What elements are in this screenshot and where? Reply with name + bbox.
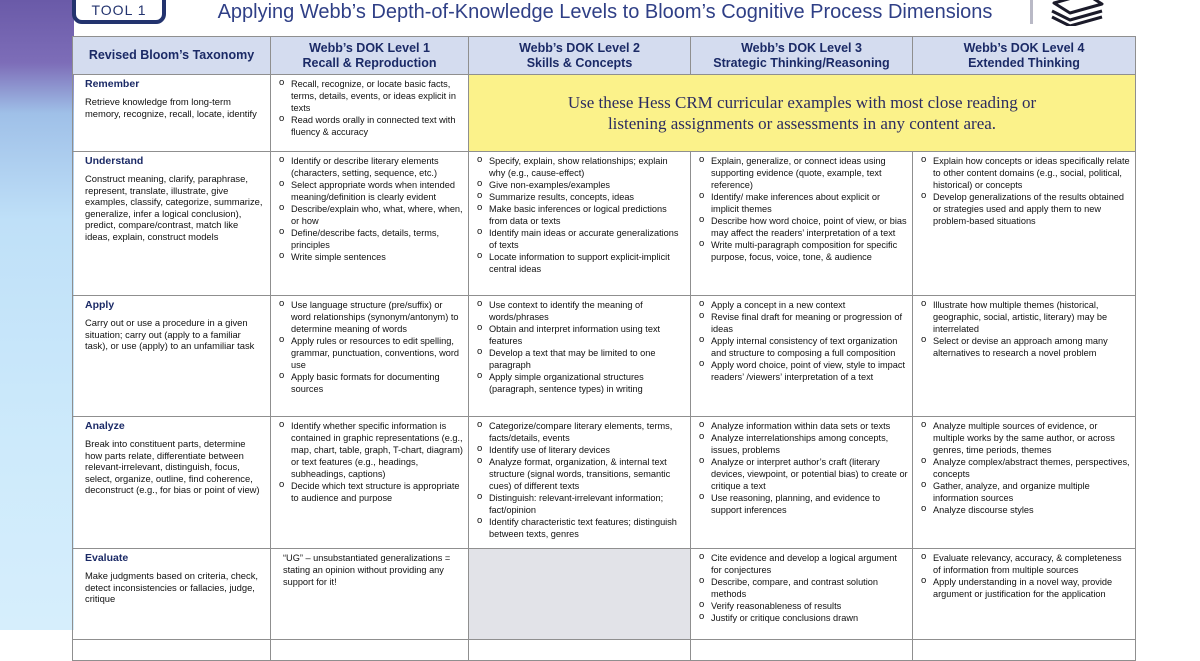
cell-analyze-dok2 [469,417,691,549]
cell-create-bloom [73,640,271,661]
cell-create-dok2 [469,640,691,661]
cell-create-dok1 [271,640,469,661]
list-item: o Apply basic formats for documenting sources [279,371,464,395]
list-item: o Identify/ make inferences about explicit or implicit themes [699,191,908,215]
list-item: o Analyze or interpret author’s craft (literary devices, viewpoint, or potential bias) to create or critique a text [699,456,908,492]
list-item: o Analyze discourse styles [921,504,1131,516]
cell-analyze-dok4 [913,417,1136,549]
list-item: o Summarize results, concepts, ideas [477,191,686,203]
bloom-name: Apply [85,299,115,311]
row-create-partial [73,640,1136,661]
list-item: o Describe, compare, and contrast solution methods [699,576,908,600]
header-dok1: Webb’s DOK Level 1 Recall & Reproduction [271,37,469,75]
list-item: o Define/describe facts, details, terms, principles [279,227,464,251]
list-item: o Revise final draft for meaning or progression of ideas [699,311,908,335]
cell-evaluate-dok3 [691,549,913,640]
list-item: o Analyze format, organization, & internal text structure (signal words, transitions, semantic cues) of different texts [477,456,686,492]
cell-apply-dok3 [691,296,913,417]
cell-create-dok3 [691,640,913,661]
list-item: o Identify or describe literary elements (characters, setting, sequence, etc.) [279,155,464,179]
cell-evaluate-dok1 [271,549,469,640]
list-item: o Give non-examples/examples [477,179,686,191]
bloom-description: Make judgments based on criteria, check, detect inconsistencies or fallacies, judge, critique [85,570,259,605]
bloom-description: Construct meaning, clarify, paraphrase, represent, translate, illustrate, give examples, classify, categorize, summarize, generalize, infer a logical conclusion), predict, compare/contrast, match like ideas, explain, construct models [85,173,263,242]
list-item: o Use language structure (pre/suffix) or word relationships (synonym/antonym) to determine meaning of words [279,299,464,335]
cell-evaluate-dok4 [913,549,1136,640]
list-item: o Identify use of literary devices [477,444,686,456]
list-item: o Select or devise an approach among many alternatives to research a novel problem [921,335,1131,359]
list-item: o Describe how word choice, point of view, or bias may affect the readers’ interpretation of a text [699,215,908,239]
list-item: o Locate information to support explicit-implicit central ideas [477,251,686,275]
cell-apply-dok1 [271,296,469,417]
list-item: o Use reasoning, planning, and evidence to support inferences [699,492,908,516]
list-item: o Explain how concepts or ideas specifically relate to other content domains (e.g., social, political, historical) or concepts [921,155,1131,191]
list-item: o Apply internal consistency of text organization and structure to composing a full composition [699,335,908,359]
cell-evaluate-dok2-empty [469,549,691,640]
list-item: o Apply word choice, point of view, style to impact readers’ /viewers’ interpretation of a text [699,359,908,383]
list-item: o Analyze complex/abstract themes, perspectives, concepts [921,456,1131,480]
list-item: o Describe/explain who, what, where, when, or how [279,203,464,227]
bloom-description: Break into constituent parts, determine how parts relate, differentiate between relevant-irrelevant, distinguish, focus, select, organize, outline, find coherence, deconstruct (e.g., for bias or point of view) [85,438,260,496]
cell-understand-dok3 [691,152,913,296]
ug-note: “UG” – unsubstantiated generalizations = stating an opinion without providing any support for it! [283,553,451,587]
list-item: o Read words orally in connected text with fluency & accuracy [279,114,464,138]
row-understand [73,152,1136,296]
header-dok3: Webb’s DOK Level 3 Strategic Thinking/Reasoning [691,37,913,75]
title-divider [1030,0,1033,24]
list-item: o Analyze multiple sources of evidence, or multiple works by the same author, or across genres, time periods, themes [921,420,1131,456]
bloom-cell-understand [73,152,271,296]
list-item: o Develop a text that may be limited to one paragraph [477,347,686,371]
list-item: o Gather, analyze, and organize multiple information sources [921,480,1131,504]
dok-bloom-matrix [72,36,1136,661]
bloom-name: Analyze [85,420,125,432]
bloom-cell-remember [73,75,271,152]
list-item: o Justify or critique conclusions drawn [699,612,908,624]
list-item: o Write simple sentences [279,251,464,263]
tool-badge [72,0,166,24]
list-item: o Analyze interrelationships among concepts, issues, problems [699,432,908,456]
list-item: o Select appropriate words when intended meaning/definition is clearly evident [279,179,464,203]
list-item: o Decide which text structure is appropriate to audience and purpose [279,480,464,504]
tool-badge-label: TOOL 1 [91,2,147,18]
bloom-cell-evaluate [73,549,271,640]
cell-create-dok4 [913,640,1136,661]
list-item: o Verify reasonableness of results [699,600,908,612]
row-apply [73,296,1136,417]
list-item: o Illustrate how multiple themes (historical, geographic, social, artistic, literary) may be interrelated [921,299,1131,335]
list-item: o Apply rules or resources to edit spelling, grammar, punctuation, conventions, word use [279,335,464,371]
cell-understand-dok1 [271,152,469,296]
cell-analyze-dok3 [691,417,913,549]
list-item: o Explain, generalize, or connect ideas using supporting evidence (quote, example, text reference) [699,155,908,191]
list-item: o Evaluate relevancy, accuracy, & completeness of information from multiple sources [921,552,1131,576]
book-stack-icon [1046,0,1106,26]
bloom-name: Evaluate [85,552,129,564]
bloom-description: Carry out or use a procedure in a given situation; carry out (apply to a familiar task), or use (apply) to an unfamiliar task [85,317,255,352]
list-item: o Identify whether specific information is contained in graphic representations (e.g., map, chart, table, graph, T-chart, diagram) or text features (e.g., headings, subheadings, captions) [279,420,464,480]
list-item: o Make basic inferences or logical predictions from data or texts [477,203,686,227]
bloom-cell-apply [73,296,271,417]
bloom-cell-analyze [73,417,271,549]
bloom-description: Retrieve knowledge from long-term memory, recognize, recall, locate, identify [85,96,257,119]
bloom-name: Remember [85,78,140,90]
cell-understand-dok4 [913,152,1136,296]
cell-understand-dok2 [469,152,691,296]
row-analyze [73,417,1136,549]
list-item: o Analyze information within data sets or texts [699,420,908,432]
list-item: o Write multi-paragraph composition for specific purpose, focus, voice, tone, & audience [699,239,908,263]
hess-crm-banner: Use these Hess CRM curricular examples with most close reading or listening assignments or assessments in any content area. [469,75,1136,152]
list-item: o Specify, explain, show relationships; explain why (e.g., cause-effect) [477,155,686,179]
list-item: o Identify characteristic text features; distinguish between texts, genres [477,516,686,540]
list-item: o Cite evidence and develop a logical argument for conjectures [699,552,908,576]
list-item: o Use context to identify the meaning of words/phrases [477,299,686,323]
header-bloom: Revised Bloom’s Taxonomy [73,37,271,75]
list-item: o Distinguish: relevant-irrelevant information; fact/opinion [477,492,686,516]
list-item: o Apply simple organizational structures (paragraph, sentence types) in writing [477,371,686,395]
cell-analyze-dok1 [271,417,469,549]
header-row [73,37,1136,75]
header-dok4: Webb’s DOK Level 4 Extended Thinking [913,37,1136,75]
list-item: o Obtain and interpret information using text features [477,323,686,347]
bloom-name: Understand [85,155,144,167]
list-item: o Recall, recognize, or locate basic facts, terms, details, events, or ideas explicit in texts [279,78,464,114]
page-title: Applying Webb’s Depth-of-Knowledge Levels to Bloom’s Cognitive Process Dimensions [217,1,993,23]
list-item: o Identify main ideas or accurate generalizations of texts [477,227,686,251]
left-decorative-stripe [0,0,74,630]
header-dok2: Webb’s DOK Level 2 Skills & Concepts [469,37,691,75]
row-remember [73,75,1136,152]
cell-apply-dok2 [469,296,691,417]
list-item: o Develop generalizations of the results obtained or strategies used and apply them to new problem-based situations [921,191,1131,227]
row-evaluate [73,549,1136,640]
cell-apply-dok4 [913,296,1136,417]
list-item: o Apply understanding in a novel way, provide argument or justification for the application [921,576,1131,600]
cell-remember-dok1 [271,75,469,152]
list-item: o Apply a concept in a new context [699,299,908,311]
list-item: o Categorize/compare literary elements, terms, facts/details, events [477,420,686,444]
